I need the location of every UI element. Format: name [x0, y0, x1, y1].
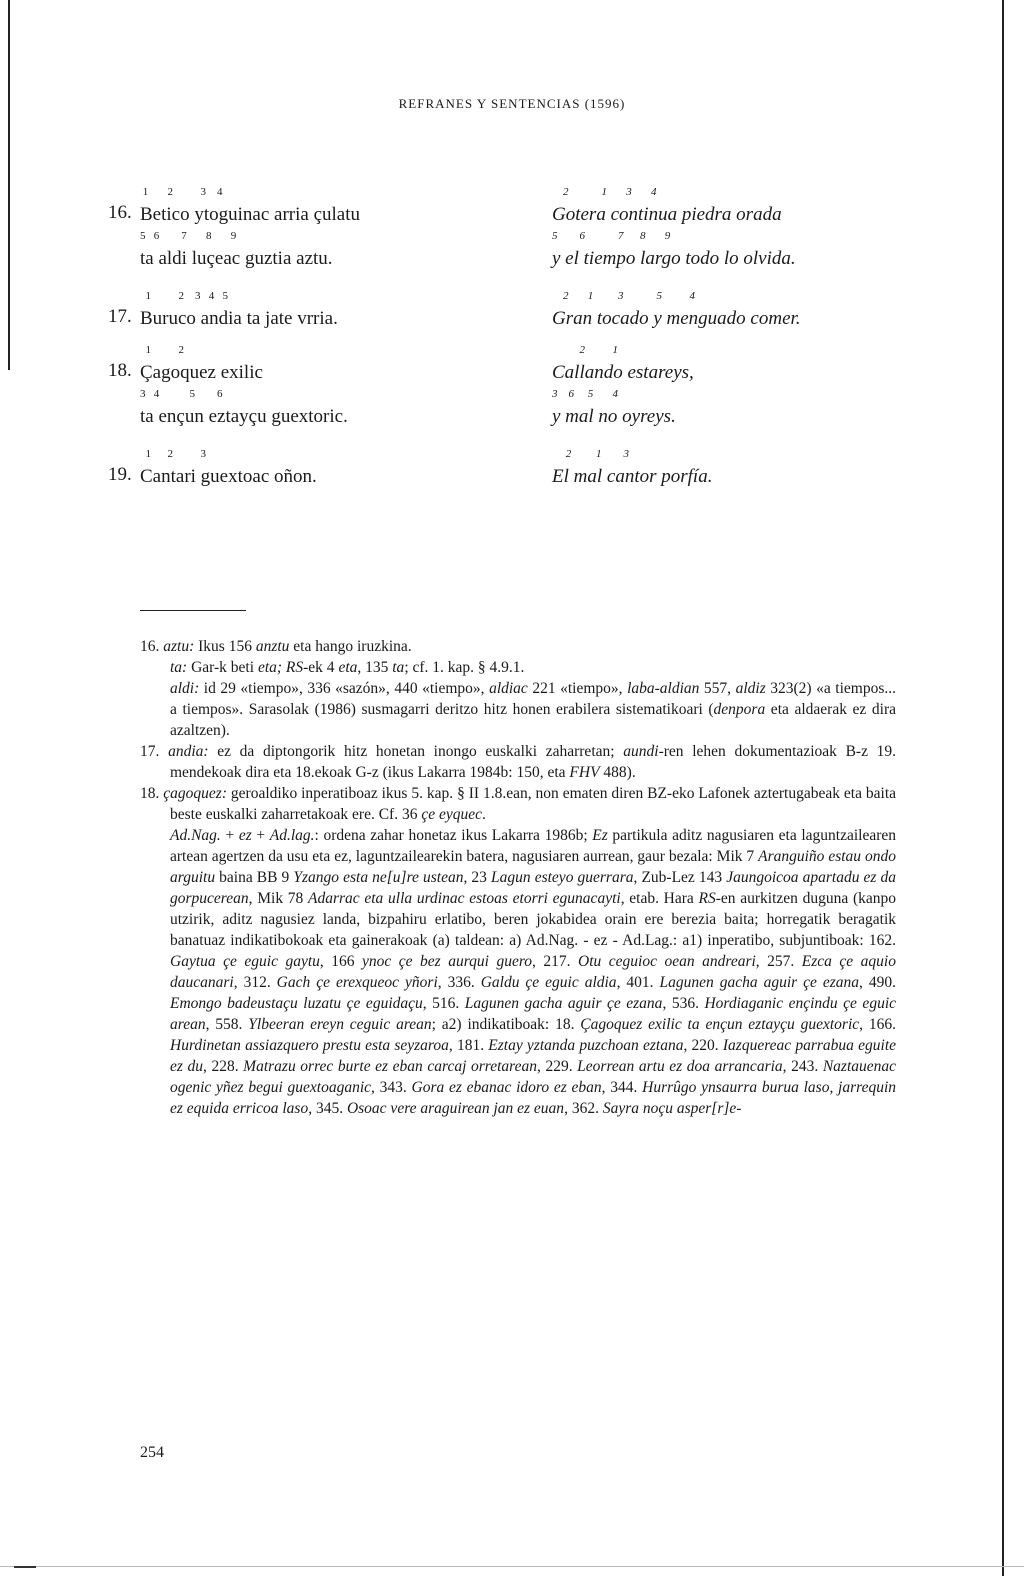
word-order-digits: 3 4 5 6: [140, 388, 223, 400]
spanish-line: [552, 230, 972, 274]
spanish-column: [552, 290, 972, 334]
basque-column: [140, 186, 520, 274]
spanish-text: Gran tocado y menguado comer.: [552, 308, 801, 329]
footnotes: [140, 636, 896, 1119]
spanish-column: [552, 448, 972, 492]
spanish-line: [552, 388, 972, 432]
spanish-column: [552, 186, 972, 274]
running-head: REFRANES Y SENTENCIAS (1596): [398, 96, 626, 111]
spanish-line: [552, 290, 972, 334]
scan-bottom-mark: [14, 1566, 36, 1568]
spanish-text: Callando estareys,: [552, 362, 694, 383]
basque-line: [140, 344, 520, 388]
footnote: 16. aztu: Ikus 156 anztu eta hango iruzkina.: [140, 638, 412, 655]
basque-column: [140, 344, 520, 432]
word-order-digits: 1 2 3 4: [140, 186, 223, 198]
spanish-line: [552, 344, 972, 388]
basque-line: [140, 230, 520, 274]
word-order-digits: 1 2 3: [140, 448, 206, 460]
word-order-digits: 2 1 3 4: [552, 186, 657, 198]
word-order-digits: 2 1 3 5 4: [552, 290, 695, 302]
footnote-rule: [140, 610, 246, 611]
word-order-digits: 2 1: [552, 344, 618, 356]
basque-column: [140, 448, 520, 492]
basque-line: [140, 290, 520, 334]
scan-left-edge: [8, 0, 10, 370]
proverb-number: 18.: [108, 360, 132, 381]
footnote: 18. çagoquez: geroaldiko inperatiboaz ikus 5. kap. § II 1.8.ean, non ematen diren BZ-eko Lafonek aztertugabeak eta baita beste euskalki zaharretakoak ere. Cf. 36 çe eyquec.: [140, 785, 897, 823]
word-order-digits: 1 2: [140, 344, 184, 356]
word-order-digits: 5 6 7 8 9: [552, 230, 671, 242]
proverb-number: 17.: [108, 306, 132, 327]
spanish-text: Gotera continua piedra orada: [552, 204, 782, 225]
spanish-text: y mal no oyreys.: [552, 406, 676, 427]
basque-text: ta aldi luçeac guztia aztu.: [140, 248, 333, 269]
basque-text: Betico ytoguinac arria çulatu: [140, 204, 360, 225]
footnote: 17. andia: ez da diptongorik hitz honetan inongo euskalki zaharretan; aundi-ren lehen dokumentazioak B-z 19. mendekoak dira eta 18.ekoak G-z (ikus Lakarra 1984b: 150, eta FHV 488).: [140, 743, 897, 781]
basque-line: [140, 448, 520, 492]
spanish-text: y el tiempo largo todo lo olvida.: [552, 248, 796, 269]
basque-text: ta ençun eztayçu guextoric.: [140, 406, 348, 427]
spanish-line: [552, 448, 972, 492]
word-order-digits: 3 6 5 4: [552, 388, 618, 400]
basque-text: Cantari guextoac oñon.: [140, 466, 317, 487]
proverb-number: 16.: [108, 202, 132, 223]
basque-text: Buruco andia ta jate vrria.: [140, 308, 338, 329]
footnote: ta: Gar-k beti eta; RS-ek 4 eta, 135 ta; cf. 1. kap. § 4.9.1.: [170, 659, 525, 676]
spanish-text: El mal cantor porfía.: [552, 466, 713, 487]
basque-column: [140, 290, 520, 334]
spanish-column: [552, 344, 972, 432]
proverb-number: 19.: [108, 464, 132, 485]
footnote: aldi: id 29 «tiempo», 336 «sazón», 440 «tiempo», aldiac 221 «tiempo», laba-aldian 557, aldiz 323(2) «a tiempos... a tiempos». Sarasolak (1986) susmagarri deritzo hitz honen erabilera sistematikoari (denpora eta aldaerak ez dira azaltzen).: [170, 680, 896, 739]
spanish-line: [552, 186, 972, 230]
scan-right-edge: [1002, 0, 1004, 1576]
basque-line: [140, 388, 520, 432]
word-order-digits: 1 2 3 4 5: [140, 290, 228, 302]
footnote: Ad.Nag. + ez + Ad.lag.: ordena zahar honetaz ikus Lakarra 1986b; Ez partikula aditz nagusiaren eta laguntzailearen artean agertzen da usu eta ez, laguntzailearekin batera, nagusiaren aurrean, gaur bezala: Mik 7 Aranguiño estau ondo arguitu baina BB 9 Yzango esta ne[u]re ustean, 23 Lagun esteyo guerrara, Zub-Lez 143 Jaungoicoa apartadu ez da gorpucerean, Mik 78 Adarrac eta ulla urdinac estoas etorri egunacayti, etab. Hara RS-en aurkitzen duguna (kanpo utzirik, aditz nagusiez landa, bizpahiru erlatibo, beren jokabidea orain ere berezia baita; horregatik beragatik banatuaz indikatibokoak eta gainerakoak (a) taldean: a) Ad.Nag. - ez - Ad.Lag.: a1) inperatibo, subjuntiboak: 162. Gaytua çe eguic gaytu, 166 ynoc çe bez aurqui guero, 217. Otu ceguioc oean andreari, 257. Ezca çe aquio daucanari, 312. Gach çe erexqueoc yñori, 336. Galdu çe eguic aldia, 401. Lagunen gacha aguir çe ezana, 490. Emongo badeustaçu luzatu çe eguidaçu, 516. Lagunen gacha aguir çe ezana, 536. Hordiaganic ençindu çe eguic arean, 558. Ylbeeran ereyn ceguic arean; a2) indikatiboak: 18. Çagoquez exilic ta ençun eztayçu guextoric, 166. Hurdinetan assiazquero prestu esta seyzaroa, 181. Eztay yztanda puzchoan eztana, 220. Iazquereac parrabua eguite ez du, 228. Matrazu orrec burte ez eban carcaj orretarean, 229. Leorrean artu ez doa arrancaria, 243. Naztauenac ogenic yñez begui guextoaganic, 343. Gora ez ebanac idoro ez eban, 344. Hurrûgo ynsaurra burua laso, jarrequin ez equida erricoa laso, 345. Osoac vere araguirean jan ez euan, 362. Sayra noçu asper[r]e-: [170, 827, 897, 1117]
page-number: 254: [140, 1444, 164, 1461]
basque-line: [140, 186, 520, 230]
scan-bottom-line: [0, 1566, 1024, 1567]
basque-text: Çagoquez exilic: [140, 362, 263, 383]
word-order-digits: 2 1 3: [552, 448, 629, 460]
word-order-digits: 5 6 7 8 9: [140, 230, 237, 242]
